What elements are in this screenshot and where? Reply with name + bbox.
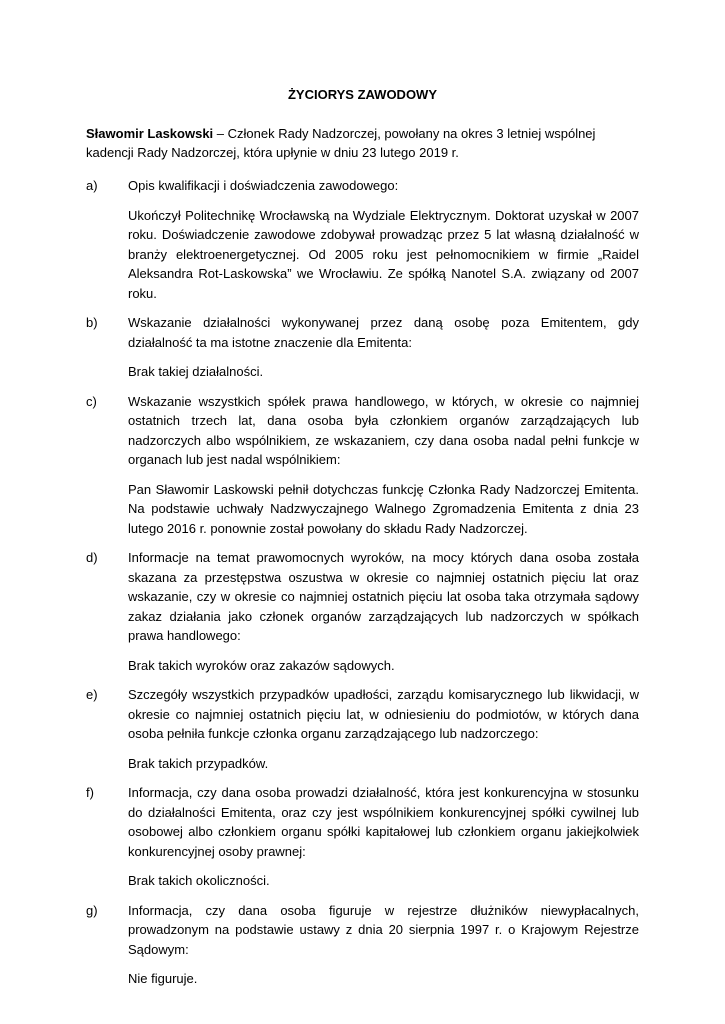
section-question: Opis kwalifikacji i doświadczenia zawodowego: — [128, 178, 399, 193]
intro-text: – Członek Rady Nadzorczej, powołany na okres 3 letniej wspólnej kadencji Rady Nadzorczej, która upłynie w dniu 23 lutego 2019 r. — [86, 126, 596, 160]
section-answer: Ukończył Politechnikę Wrocławską na Wydziale Elektrycznym. Doktorat uzyskał w 2007 roku. Doświadczenie zawodowe zdobywał prowadząc przez 5 lat własną działalność w branży elektroenergetycznej. Od 2005 roku jest pełnomocnikiem w firmie „Raidel Aleksandra Rot-Laskowska” we Wrocławiu. Ze spółką Nanotel S.A. związany od 2007 roku. — [128, 207, 639, 301]
section-answer: Nie figuruje. — [128, 971, 198, 986]
section-letter: b) — [86, 315, 98, 330]
section-question: Informacja, czy dana osoba prowadzi działalność, która jest konkurencyjna w stosunku do działalności Emitenta, oraz czy jest wspólnikiem konkurencyjnej spółki cywilnej lub osobowej albo członkiem organu spółki kapitałowej lub członkiem organu jakiejkolwiek konkurencyjnej osoby prawnej: — [128, 785, 639, 859]
section-letter: f) — [86, 785, 94, 800]
section-answer: Brak takich okoliczności. — [128, 873, 270, 888]
section-answer: Brak takich wyroków oraz zakazów sądowych. — [128, 657, 395, 673]
section-b — [86, 313, 639, 382]
section-answer: Brak takich przypadków. — [128, 755, 269, 771]
section-question: Wskazanie działalności wykonywanej przez daną osobę poza Emitentem, gdy działalność ta ma istotne znaczenie dla Emitenta: — [128, 315, 639, 350]
section-question: Informacja, czy dana osoba figuruje w rejestrze dłużników niewypłacalnych, prowadzonym na podstawie ustawy z dnia 20 sierpnia 1997 r. o Krajowym Rejestrze Sądowym: — [128, 902, 639, 957]
section-answer: Brak takiej działalności. — [128, 364, 264, 379]
section-letter: e) — [86, 687, 98, 702]
person-name: Sławomir Laskowski — [86, 126, 214, 141]
section-f — [86, 783, 639, 891]
section-a — [86, 176, 639, 303]
section-letter: c) — [86, 393, 97, 409]
section-answer: Pan Sławomir Laskowski pełnił dotychczas funkcję Członka Rady Nadzorczej Emitenta. Na podstawie uchwały Nadzwyczajnego Walnego Zgromadzenia Emitenta z dnia 23 lutego 2016 r. ponownie został powołany do składu Rady Nadzorczej. — [128, 481, 639, 536]
section-e — [86, 685, 639, 773]
section-letter: a) — [86, 178, 98, 193]
section-question: Szczegóły wszystkich przypadków upadłości, zarządu komisarycznego lub likwidacji, w okresie co najmniej ostatnich pięciu lat, w odniesieniu do podmiotów, w których dana osoba pełniła funkcje członka organu zarządzającego lub nadzorczego: — [128, 687, 639, 741]
section-question: Informacje na temat prawomocnych wyroków, na mocy których dana osoba została skazana za przestępstwa oszustwa w okresie co najmniej ostatnich pięciu lat oraz wskazanie, czy w okresie co najmniej ostatnich pięciu lat osoba taka otrzymała sądowy zakaz działania jako członek organów zarządzających lub nadzorczych w spółkach prawa handlowego: — [128, 550, 639, 643]
section-c — [86, 392, 639, 539]
section-g — [86, 901, 639, 989]
section-letter: g) — [86, 902, 98, 918]
section-letter: d) — [86, 550, 98, 565]
section-question: Wskazanie wszystkich spółek prawa handlowego, w których, w okresie co najmniej ostatnich trzech lat, dana osoba była członkiem organów zarządzających lub nadzorczych albo wspólnikiem, ze wskazaniem, czy dana osoba nadal pełni funkcje w organach lub jest nadal wspólnikiem: — [128, 393, 639, 467]
section-d — [86, 548, 639, 675]
intro-paragraph — [86, 124, 639, 162]
page-title: ŻYCIORYS ZAWODOWY — [287, 87, 438, 102]
